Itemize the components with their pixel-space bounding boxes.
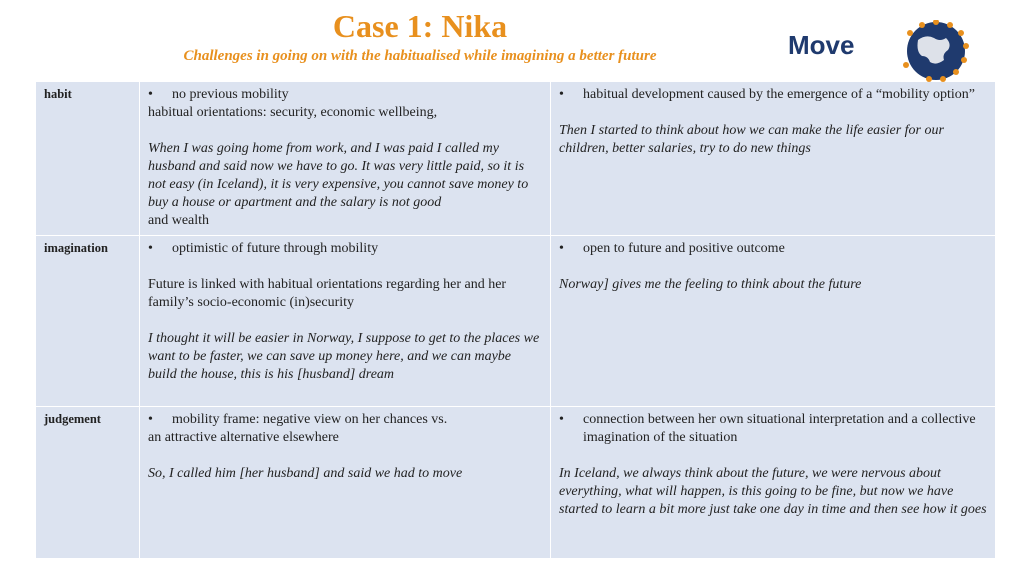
bullet-icon: • xyxy=(148,241,153,256)
imagination-right-cell xyxy=(551,236,995,406)
row-label-habit: habit xyxy=(36,82,139,235)
row-label-judgement: judgement xyxy=(36,407,139,558)
page-title: Case 1: Nika xyxy=(332,8,508,44)
bullet-item: • no previous mobility xyxy=(148,87,289,102)
cell-quote: So, I called him [her husband] and said we had to move xyxy=(148,466,463,481)
cell-quote: Then I started to think about how we can make the life easier for our children, better salaries, try to do new things xyxy=(559,123,944,156)
habit-left-cell xyxy=(140,82,550,235)
bullet-icon: • xyxy=(148,87,153,102)
globe-logo-icon xyxy=(786,20,976,82)
judgement-right-cell xyxy=(551,407,995,558)
bullet-item: • open to future and positive outcome xyxy=(559,241,785,256)
bullet-item: • optimistic of future through mobility xyxy=(148,241,379,256)
imagination-left-cell xyxy=(140,236,550,406)
bullet-item: • habitual development caused by the emergence of a “mobility option” xyxy=(559,87,975,102)
cell-text: Future is linked with habitual orientations regarding her and her family’s socio-economic (in)security xyxy=(148,277,507,310)
move-logo xyxy=(786,20,976,82)
bullet-icon: • xyxy=(559,87,564,102)
bullet-item: • connection between her own situational interpretation and a collective imagination of the situation xyxy=(559,412,976,445)
judgement-left-cell xyxy=(140,407,550,558)
cell-text: an attractive alternative elsewhere xyxy=(148,430,339,445)
bullet-icon: • xyxy=(559,241,564,256)
cell-quote: In Iceland, we always think about the future, we were nervous about everything, what will happen, is this going to be fine, but now we have started to learn a bit more just take one day in time and then see how it goes xyxy=(559,466,987,517)
cell-text: and wealth xyxy=(148,213,210,228)
case-table xyxy=(36,82,994,557)
page-subtitle: Challenges in going on with the habitualised while imagining a better future xyxy=(183,48,657,64)
bullet-icon: • xyxy=(559,412,564,427)
row-label-imagination: imagination xyxy=(36,236,139,406)
cell-quote: Norway] gives me the feeling to think about the future xyxy=(559,277,862,292)
logo-text: Move xyxy=(788,30,855,60)
cell-quote: I thought it will be easier in Norway, I suppose to get to the places we want to be faster, we can save up money here, and we can maybe build the house, this is his [husband] dream xyxy=(148,331,540,382)
bullet-item: • mobility frame: negative view on her chances vs. xyxy=(148,412,448,427)
habit-right-cell xyxy=(551,82,995,235)
bullet-icon: • xyxy=(148,412,153,427)
cell-text: habitual orientations: security, economic wellbeing, xyxy=(148,105,438,120)
cell-quote: When I was going home from work, and I was paid I called my husband and said now we have to go. It was very little paid, so it is not easy (in Iceland), it is very expensive, you cannot save money to buy a house or apartment and the salary is not good xyxy=(148,141,529,210)
